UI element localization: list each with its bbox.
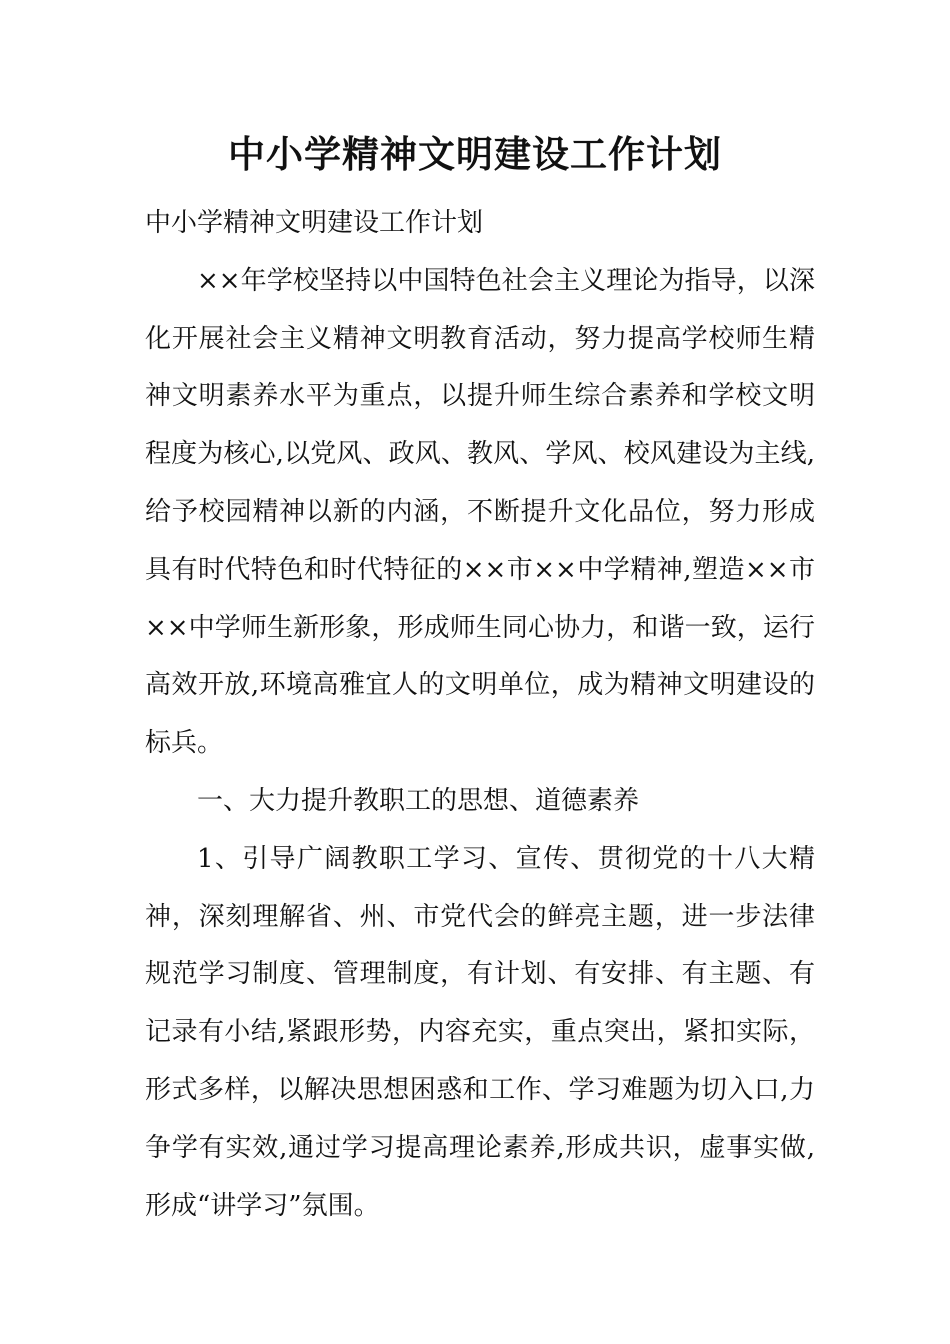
intro-paragraph: ××年学校坚持以中国特色社会主义理论为指导，以深化开展社会主义精神文明教育活动，努力提高学校师生精神文明素养水平为重点，以提升师生综合素养和学校文明程度为核心,以党风、政风、教风、学风、校风建设为主线,给予校园精神以新的内涵，不断提升文化品位，努力形成具有时代特色和时代特征的××市××中学精神,塑造××市××中学师生新形象，形成师生同心协力，和谐一致，运行高效开放,环境高雅宜人的文明单位，成为精神文明建设的标兵。 — [145, 265, 815, 759]
document-body — [145, 195, 815, 1235]
document-title: 中小学精神文明建设工作计划 — [228, 132, 722, 176]
item-paragraph: 1、引导广阔教职工学习、宣传、贯彻党的十八大精神，深刻理解省、州、市党代会的鲜亮主题，进一步法律规范学习制度、管理制度，有计划、有安排、有主题、有记录有小结,紧跟形势，内容充实，重点突出，紧扣实际，形式多样，以解决思想困惑和工作、学习难题为切入口,力争学有实效,通过学习提高理论素养,形成共识，虚事实做,形成“讲学习”氛围。 — [145, 843, 815, 1221]
section-heading: 一、大力提升教职工的思想、道德素养 — [197, 785, 640, 816]
subtitle-paragraph: 中小学精神文明建设工作计划 — [145, 208, 484, 238]
